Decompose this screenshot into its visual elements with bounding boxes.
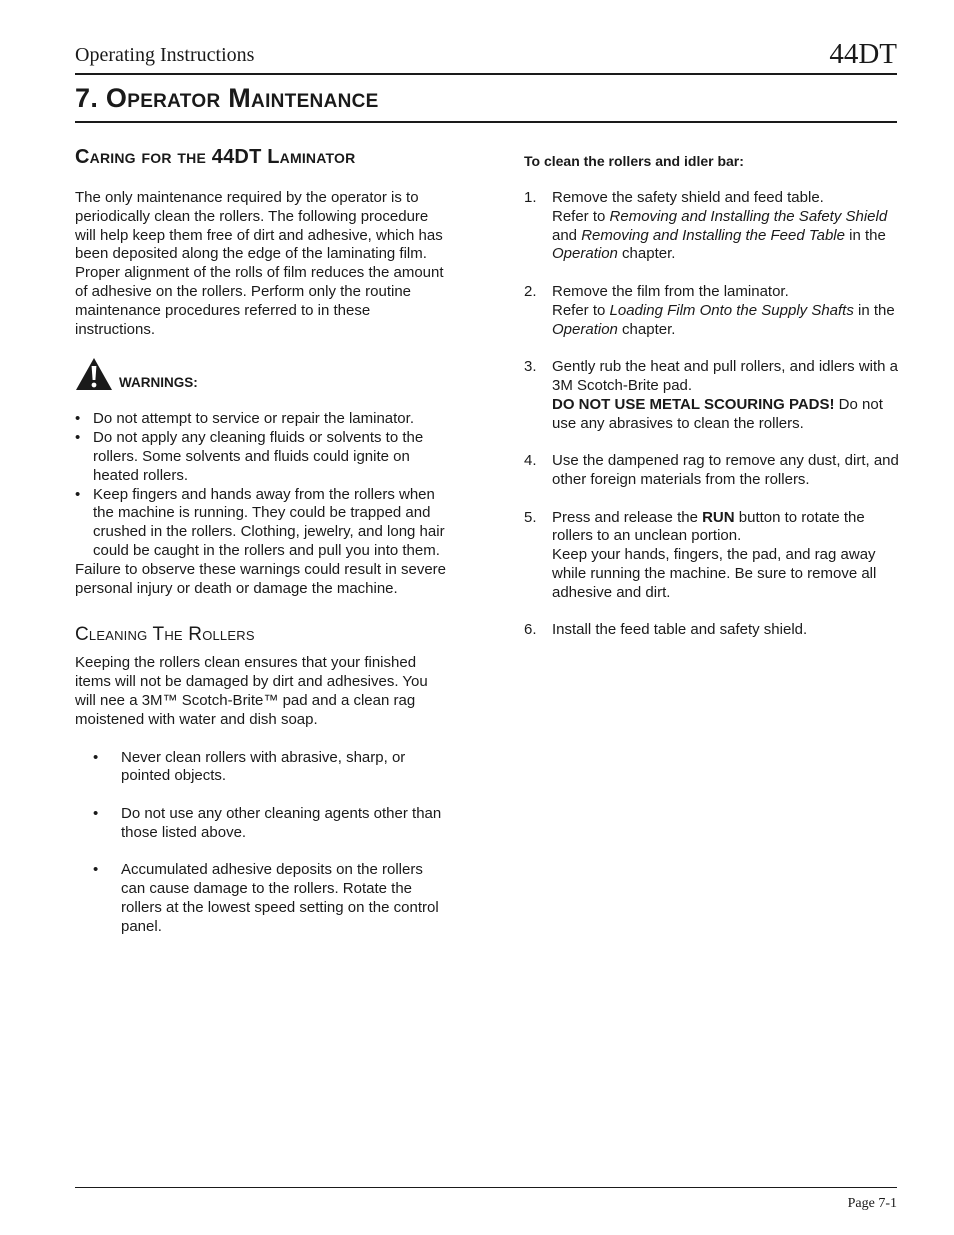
step-ref: and (552, 226, 582, 244)
page-number: Page 7-1 (847, 1196, 897, 1211)
procedure-steps (524, 189, 899, 640)
step-number: 5. (524, 508, 537, 526)
step-number: 3. (524, 358, 537, 376)
step-ref-title: Loading Film Onto the Supply Shafts (609, 301, 854, 319)
step-ref-chapter: Operation (552, 245, 618, 263)
step-ref: Refer to (552, 207, 610, 225)
header-model-name: 44DT (829, 38, 897, 70)
cleaning-heading: Cleaning The Rollers (75, 624, 255, 646)
step-ref: in the (845, 226, 886, 244)
warnings-list (75, 410, 450, 560)
step-number: 1. (524, 189, 537, 206)
step-ref: chapter. (617, 245, 676, 263)
caring-heading: Caring for the 44DT Laminator (75, 146, 356, 168)
step-text: Gently rub the heat and pull rollers, and idlers with a 3M Scotch-Brite pad. (552, 358, 899, 394)
step-2 (524, 283, 899, 339)
warnings-header (75, 357, 450, 391)
step-ref: in the (853, 301, 895, 319)
left-column (75, 146, 450, 955)
step-number: 6. (524, 621, 537, 639)
step-text: Keep your hands, fingers, the pad, and rag away while running the machine. Be sure to remove all adhesive and dirt. (552, 546, 877, 601)
step-caution: DO NOT USE METAL SCOURING PADS! (552, 395, 835, 413)
step-5 (524, 509, 899, 603)
step-text: Do not use any abrasives to clean the rollers. (552, 395, 883, 432)
run-button-name: RUN (702, 508, 735, 526)
step-text: Use the dampened rag to remove any dust, dirt, and other foreign materials from the rollers. (552, 452, 899, 488)
warning-triangle-icon (75, 357, 113, 391)
warnings-footer: Failure to observe these warnings could result in severe personal injury or death or damage the machine. (75, 560, 447, 597)
chapter-title: 7. Operator Maintenance (75, 83, 379, 113)
step-number: 2. (524, 282, 537, 300)
list-item: • Do not attempt to service or repair the laminator. (75, 410, 450, 429)
list-item: • Never clean rollers with abrasive, sharp, or pointed objects. (75, 749, 450, 787)
cleaning-intro: Keeping the rollers clean ensures that your finished items will not be damaged by dirt and adhesives. You will nee a 3M™ Scotch-Brite™ pad and a clean rag moistened with water and dish soap. (75, 654, 428, 728)
step-text: Remove the safety shield and feed table. (552, 189, 824, 206)
step-1 (524, 189, 899, 264)
header-document-title: Operating Instructions (75, 44, 255, 66)
footer-divider (75, 1187, 897, 1188)
step-text: button to rotate the rollers to an unclean portion. (552, 508, 865, 545)
step-number: 4. (524, 452, 537, 470)
step-ref-title: Removing and Installing the Safety Shield (609, 207, 888, 225)
step-ref-chapter: Operation (552, 320, 618, 338)
step-text: Remove the film from the laminator. (552, 282, 789, 300)
list-item: • Keep fingers and hands away from the rollers when the machine is running. They could be trapped and crushed in the rollers. Clothing, jewelry, and long hair could be caught in the rollers and pull you into them. (75, 486, 450, 561)
step-3 (524, 358, 899, 433)
step-6 (524, 621, 899, 640)
step-4 (524, 452, 899, 490)
right-column (524, 153, 899, 659)
step-ref: Refer to (552, 301, 610, 319)
list-item: • Do not apply any cleaning fluids or solvents to the rollers. Some solvents and fluids could ignite on heated rollers. (75, 429, 450, 485)
step-ref: chapter. (617, 320, 676, 338)
chapter-divider (75, 121, 897, 123)
header-divider (75, 73, 897, 75)
step-text: Press and release the (552, 508, 703, 526)
step-text: Install the feed table and safety shield. (552, 621, 808, 639)
procedure-title: To clean the rollers and idler bar: (524, 153, 744, 169)
list-item: • Accumulated adhesive deposits on the rollers can cause damage to the rollers. Rotate the rollers at the lowest speed setting on the control panel. (75, 861, 450, 936)
warnings-label: WARNINGS: (119, 375, 198, 391)
cleaning-bullets (75, 749, 450, 937)
step-ref-title: Removing and Installing the Feed Table (581, 226, 845, 244)
caring-intro: The only maintenance required by the operator is to periodically clean the rollers. The following procedure will help keep them free of dirt and adhesive, which has been deposited along the edge of the laminating film. Proper alignment of the rolls of film reduces the amount of adhesive on the rollers. Perform only the routine maintenance procedures referred to in these instructions. (75, 189, 444, 338)
list-item: • Do not use any other cleaning agents other than those listed above. (75, 805, 450, 843)
